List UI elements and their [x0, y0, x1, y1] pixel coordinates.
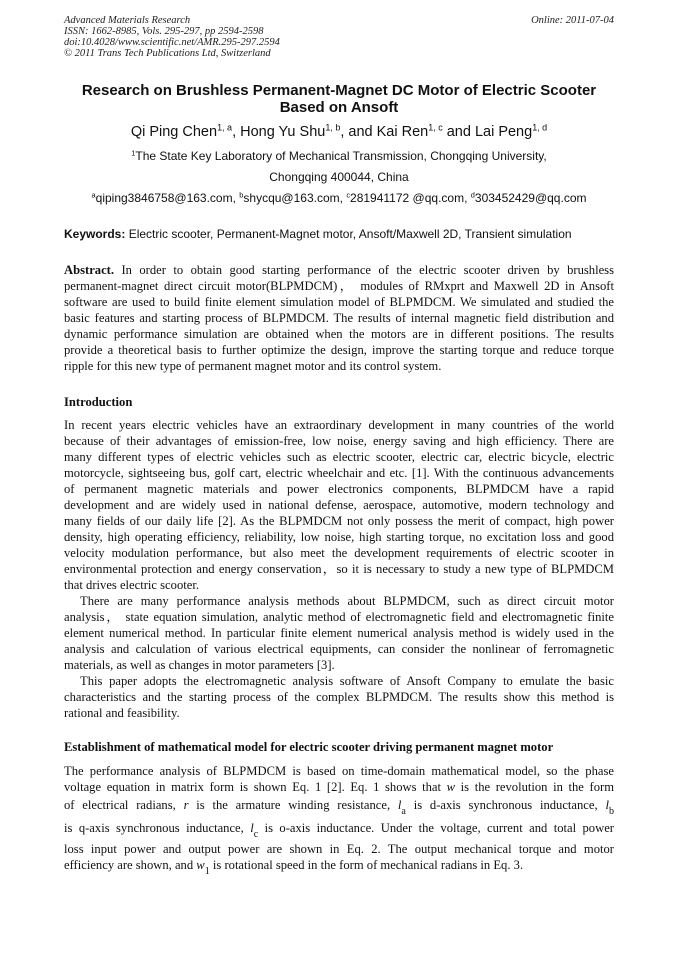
- math-subscript: b: [608, 806, 614, 817]
- paragraph-line: environmental protection and energy conservation，so it is necessary to study a new type of BLPMDCM: [64, 562, 614, 576]
- text-segment: is q-axis synchronous inductance,: [64, 821, 251, 835]
- email-sup: b: [239, 190, 244, 200]
- text-segment: is the armature winding resistance,: [188, 798, 398, 812]
- paragraph-line: rational and feasibility.: [64, 706, 180, 720]
- affiliation-line-2: Chongqing 400044, China: [269, 170, 409, 184]
- text-segment: is d-axis synchronous inductance,: [405, 798, 606, 812]
- math-subscript: 1: [204, 866, 210, 877]
- email-address[interactable]: 303452429@qq.com: [474, 191, 587, 205]
- abstract-line: [64, 342, 614, 358]
- abstract-text: ripple for this new type of permanent magnet motor and its control system.: [64, 359, 442, 373]
- affiliation-line-1: [40, 149, 638, 163]
- text-segment: is rotational speed in the form of mechanical radians in Eq. 3.: [209, 858, 524, 872]
- author-name: Hong Yu Shu: [240, 124, 326, 140]
- title-line-2: Based on Ansoft: [279, 99, 399, 116]
- online-date: Online: 2011-07-04: [531, 15, 614, 26]
- journal-name: Advanced Materials Research: [64, 15, 191, 26]
- math-variable: l: [250, 821, 254, 835]
- paragraph-line: because of their advantages of emission-free, low noise, energy saving and high efficiency. There are: [64, 434, 614, 448]
- text-segment: efficiency are shown, and: [64, 858, 197, 872]
- author-separator: ,: [232, 124, 241, 140]
- abstract-text: In order to obtain good starting performance of the electric scooter driven by brushless: [114, 263, 614, 277]
- paragraph-line: There are many performance analysis methods about BLPMDCM, such as direct circuit motor: [80, 594, 614, 608]
- paragraph-line: of permanent magnetic materials and power electronics components, BLPMDCM have a rapid: [64, 482, 614, 496]
- paragraph-line: [64, 818, 614, 841]
- doi-link[interactable]: doi:10.4028/www.scientific.net/AMR.295-297.2594: [64, 37, 280, 48]
- author-affiliation-sup: 1, d: [532, 122, 548, 133]
- author-name: Qi Ping Chen: [130, 124, 218, 140]
- math-variable: w: [196, 858, 205, 872]
- text-segment: of electrical radians,: [64, 798, 184, 812]
- math-subscript: a: [401, 806, 406, 817]
- paragraph-line: density, high operating efficiency, reliability, low noise, high starting torque, no excitation loss and good: [64, 530, 614, 544]
- paragraph-line: [64, 795, 614, 818]
- author-affiliation-sup: 1, a: [217, 122, 233, 133]
- email-address[interactable]: shycqu@163.com: [243, 191, 340, 205]
- abstract-text: basic features and starting process of BLPMDCM. The results of internal magnetic field distribution and: [64, 311, 614, 325]
- title-line-1: Research on Brushless Permanent-Magnet DC Motor of Electric Scooter: [81, 82, 597, 99]
- author-affiliation-sup: 1, c: [428, 122, 443, 133]
- abstract-text: dynamic performance simulation are obtained when the motors are in different positions. The results: [64, 327, 614, 341]
- math-subscript: c: [253, 829, 259, 840]
- email-sup: d: [470, 190, 475, 200]
- text-segment: voltage equation in matrix form is shown Eq. 1 [2]. Eq. 1 shows that: [64, 780, 447, 794]
- paragraph-line: analysis， state equation simulation, analytic method of electromagnetic field and electromagnetic finite: [64, 610, 614, 624]
- author-list: [40, 124, 638, 140]
- introduction-heading: Introduction: [64, 395, 133, 409]
- abstract-line: [64, 326, 614, 342]
- math-variable: l: [397, 798, 402, 812]
- email-address[interactable]: qiping3846758@163.com: [95, 191, 233, 205]
- issn: ISSN: 1662-8985, Vols. 295-297, pp 2594-2598: [64, 26, 264, 37]
- journal-header: [64, 15, 280, 59]
- paragraph-line: materials, as well as changes in motor parameters [3].: [64, 658, 335, 672]
- email-sup: a: [91, 190, 96, 200]
- email-separator: ,: [232, 191, 240, 205]
- model-section-heading: Establishment of mathematical model for electric scooter driving permanent magnet motor: [64, 740, 554, 754]
- author-separator: and: [442, 124, 475, 140]
- abstract-text: provide a theoretical basis to further optimize the design, improve the starting torque and reduce torque: [64, 343, 614, 357]
- author-separator: , and: [340, 124, 377, 140]
- paragraph-line: motorcycle, sightseeing bus, golf cart, electric wheelchair and etc. [1]. With the continuous advancements: [64, 466, 614, 480]
- abstract-line: [64, 278, 614, 294]
- abstract-line: [64, 294, 614, 310]
- keywords: [64, 227, 572, 241]
- author-name: Kai Ren: [376, 124, 429, 140]
- keywords-label: Keywords:: [64, 227, 126, 241]
- author-name: Lai Peng: [474, 124, 533, 140]
- paragraph-line: many fields of our daily life [2]. As the BLPMDCM not only possess the merit of compact, high power: [64, 514, 614, 528]
- text-segment: loss input power and output power are shown in Eq. 2. The output mechanical torque and motor: [64, 842, 614, 856]
- email-separator: ,: [464, 191, 471, 205]
- author-affiliation-sup: 1, b: [325, 122, 341, 133]
- math-variable: l: [605, 798, 609, 812]
- paragraph-line: development and are widely used in national defense, aerospace, automotive, modern technology and: [64, 498, 614, 512]
- email-list: [40, 191, 638, 205]
- math-variable: r: [183, 798, 189, 812]
- abstract-label: Abstract.: [64, 263, 115, 277]
- copyright: © 2011 Trans Tech Publications Ltd, Switzerland: [64, 48, 271, 59]
- paragraph-line: analysis and calculation of various electrical equipments, can consider the nonlinear of ferromagnetic: [64, 642, 614, 656]
- email-separator: ,: [339, 191, 347, 205]
- paragraph-line: In recent years electric vehicles have an extraordinary development in many countries of the world: [64, 418, 614, 432]
- model-section-body: [64, 763, 615, 877]
- text-segment: The performance analysis of BLPMDCM is based on time-domain mathematical model, so the phase: [64, 764, 614, 778]
- paragraph-line: characteristics and the starting process of the complex BLPMDCM. The results show this method is: [64, 690, 614, 704]
- introduction-body: [64, 417, 614, 721]
- math-variable: w: [446, 780, 456, 794]
- paragraph-line: [64, 779, 614, 795]
- paragraph-line: that drives electric scooter.: [64, 578, 199, 592]
- email-sup: c: [346, 190, 351, 200]
- abstract-text: software are used to build finite element simulation model of BLPMDCM. We simulated and studied the: [64, 295, 614, 309]
- paragraph-line: This paper adopts the electromagnetic analysis software of Ansoft Company to emulate the basic: [80, 674, 614, 688]
- affiliation-text: The State Key Laboratory of Mechanical Transmission, Chongqing University,: [135, 149, 547, 163]
- keywords-text: Electric scooter, Permanent-Magnet motor, Ansoft/Maxwell 2D, Transient simulation: [125, 227, 572, 241]
- paragraph-line: [64, 763, 614, 779]
- abstract-line: [64, 310, 614, 326]
- paragraph-line: element numerical method. In particular finite element numerical analysis method is widely used in the: [64, 626, 614, 640]
- paragraph-line: [64, 841, 614, 857]
- paragraph-line: [64, 857, 614, 877]
- abstract-line: [64, 358, 614, 374]
- paper-title: [40, 82, 638, 116]
- abstract-text: permanent-magnet direct circuit motor(BLPMDCM)， modules of RMxprt and Maxwell 2D in Ansoft: [64, 279, 614, 293]
- abstract: [64, 262, 614, 374]
- paragraph-line: velocity modulation performance, but also meet the development requirements of electric scooter in: [64, 546, 614, 560]
- paragraph-line: many different types of electric vehicles such as electric scooter, electric car, electric bicycle, electric: [64, 450, 614, 464]
- affiliation-sup: 1: [131, 148, 136, 158]
- text-segment: is o-axis inductance. Under the voltage, current and total power: [258, 821, 614, 835]
- text-segment: is the revolution in the form: [455, 780, 615, 794]
- abstract-line: [64, 262, 614, 278]
- email-address[interactable]: 281941172 @qq.com: [350, 191, 465, 205]
